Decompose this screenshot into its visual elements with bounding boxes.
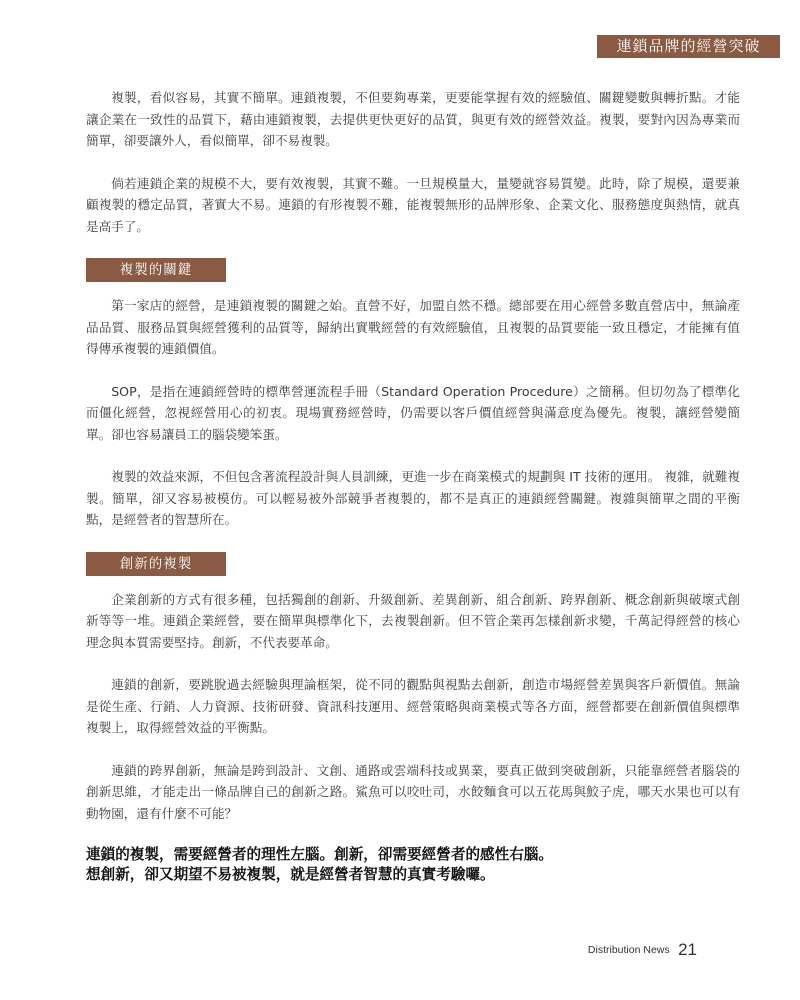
section1-paragraph-3: 複製的效益來源，不但包含著流程設計與人員訓練，更進一步在商業模式的規劃與 IT 技術的運用。 複雜，就難複製。簡單，卻又容易被模仿。可以輕易被外部競爭者複製的，都不是真正的連鎖經營關鍵。複雜與簡單之間的平衡點，是經營者的智慧所在。 xyxy=(86,469,740,527)
closing-line-1: 連鎖的複製，需要經營者的理性左腦。創新，卻需要經營者的感性右腦。 xyxy=(86,846,554,863)
page-footer xyxy=(588,940,697,960)
section2-paragraph-2: 連鎖的創新，要跳脫過去經驗與理論框架，從不同的觀點與視點去創新，創造市場經營差異與客戶新價值。無論是從生產、行銷、人力資源、技術研發、資訊科技運用、經營策略與商業模式等各方面，經營都要在創新價值與標準複製上，取得經營效益的平衡點。 xyxy=(86,677,740,735)
article-body xyxy=(86,87,740,885)
section1-paragraph-1: 第一家店的經營，是連鎖複製的關鍵之始。直營不好，加盟自然不穩。總部要在用心經營多數直營店中，無論產品品質、服務品質與經營獲利的品質等，歸納出實戰經營的有效經驗值，且複製的品質要能一致且穩定，才能擁有值得傳承複製的連鎖價值。 xyxy=(86,298,740,356)
section1-paragraph-2: SOP，是指在連鎖經營時的標準營運流程手冊（Standard Operation Procedure）之簡稱。但切勿為了標準化而僵化經營，忽視經營用心的初衷。現場實務經營時，仍需要以客戶價值經營與滿意度為優先。複製，讓經營變簡單。卻也容易讓員工的腦袋變笨蛋。 xyxy=(86,383,740,442)
section-heading-replication-key: 複製的關鍵 xyxy=(86,258,226,282)
section-heading-innovative-replication: 創新的複製 xyxy=(86,552,226,576)
chapter-title-banner: 連鎖品牌的經營突破 xyxy=(597,35,780,58)
publication-name: Distribution News xyxy=(587,944,670,956)
closing-statement xyxy=(86,845,740,885)
page-number: 21 xyxy=(678,940,697,959)
intro-paragraph-2: 倘若連鎖企業的規模不大，要有效複製，其實不難。一旦規模量大，量變就容易質變。此時，除了規模，還要兼顧複製的穩定品質，著實大不易。連鎖的有形複製不難，能複製無形的品牌形象、企業文化、服務態度與熱情，就真是高手了。 xyxy=(86,175,740,234)
intro-paragraph-1: 複製，看似容易，其實不簡單。連鎖複製，不但要夠專業，更要能掌握有效的經驗值、關鍵變數與轉折點。才能讓企業在一致性的品質下，藉由連鎖複製，去提供更快更好的品質，與更有效的經營效益。複製，要對內因為專業而簡單，卻要讓外人，看似簡單，卻不易複製。 xyxy=(86,90,740,148)
section2-paragraph-1: 企業創新的方式有很多種，包括獨創的創新、升級創新、差異創新、組合創新、跨界創新、概念創新與破壞式創新等等一堆。連鎖企業經營，要在簡單與標準化下，去複製創新。但不管企業再怎樣創新求變，千萬記得經營的核心理念與本質需要堅持。創新，不代表要革命。 xyxy=(86,591,740,650)
section2-paragraph-3: 連鎖的跨界創新，無論是跨到設計、文創、通路或雲端科技或異業，要真正做到突破創新，只能靠經營者腦袋的創新思維，才能走出一條品牌自己的創新之路。鯊魚可以咬吐司，水餃麵食可以五花馬與鮫子虎，哪天水果也可以有動物園，還有什麼不可能？ xyxy=(86,762,740,821)
closing-line-2: 想創新，卻又期望不易被複製，就是經營者智慧的真實考驗囉。 xyxy=(86,866,495,883)
